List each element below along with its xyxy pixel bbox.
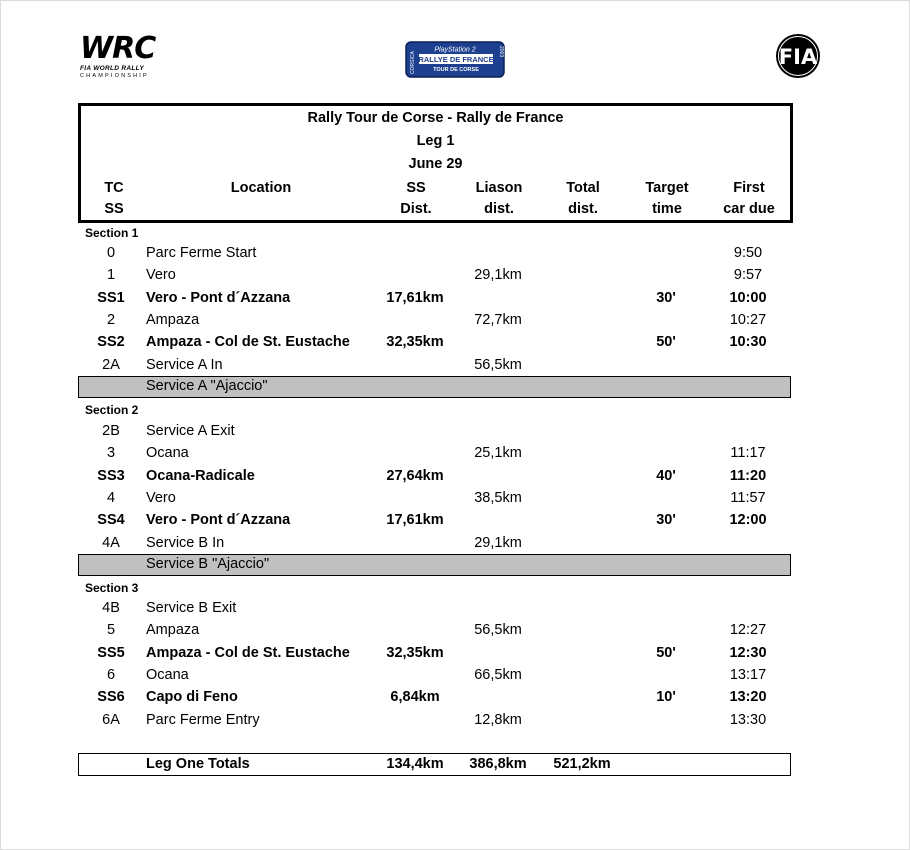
location-cell: Ocana (146, 666, 189, 683)
first-car-due-cell: 9:57 (733, 267, 763, 284)
first-car-due-cell: 12:27 (729, 622, 767, 639)
location-cell: Ampaza - Col de St. Eustache (146, 644, 350, 661)
schedule-row (78, 310, 792, 332)
location-cell: Service B Exit (146, 600, 237, 616)
schedule-row (78, 665, 792, 687)
location-cell: Service A Exit (146, 423, 235, 439)
target-time-cell: 50' (656, 334, 676, 351)
tc-cell: 4 (106, 489, 116, 506)
schedule-row (78, 421, 792, 443)
totals-label: Leg One Totals (146, 756, 250, 772)
col-header-ss: SS Dist. (400, 180, 432, 217)
ss-dist-cell: 27,64km (386, 467, 444, 484)
col-header-location: Location (230, 180, 292, 196)
service-label: Service B "Ajaccio" (146, 556, 270, 572)
location-cell: Parc Ferme Start (146, 245, 257, 261)
rally-logo-side: CORSICA (410, 51, 416, 74)
tc-cell: SS3 (97, 467, 125, 484)
tc-cell: 6 (106, 666, 116, 683)
location-cell: Vero - Pont d´Azzana (146, 512, 291, 529)
tc-cell: SS6 (97, 689, 125, 706)
location-cell: Ampaza (146, 311, 200, 328)
target-time-cell: 30' (656, 289, 676, 306)
target-time-cell: 40' (656, 467, 676, 484)
schedule-row (78, 620, 792, 642)
first-car-due-cell: 10:27 (729, 311, 767, 328)
col-header-liason: Liason dist. (475, 180, 523, 217)
location-cell: Vero (146, 489, 176, 506)
service-bar (78, 376, 791, 398)
liason-dist-cell: 29,1km (474, 267, 522, 284)
tc-cell: 3 (106, 445, 116, 462)
liason-dist-cell: 56,5km (474, 622, 522, 639)
schedule-row (78, 265, 792, 287)
schedule-row (78, 598, 792, 620)
liason-dist-cell: 12,8km (474, 711, 522, 728)
tc-cell: 2B (102, 423, 120, 439)
liason-dist-cell: 25,1km (474, 445, 522, 462)
wrc-logo (80, 31, 172, 80)
location-cell: Ocana-Radicale (146, 467, 255, 484)
col-header-tc: TC SS (104, 180, 124, 217)
header-box (78, 103, 793, 223)
wrc-subtitle-2: CHAMPIONSHIP (80, 73, 149, 79)
schedule-row (78, 243, 792, 265)
location-cell: Parc Ferme Entry (146, 711, 260, 728)
rally-logo-mid: RALLYE DE FRANCE (418, 55, 494, 64)
service-label: Service A "Ajaccio" (146, 378, 268, 394)
ss-dist-cell: 32,35km (386, 644, 444, 661)
liason-dist-cell: 66,5km (474, 666, 522, 683)
service-bar (78, 554, 791, 576)
ss-dist-cell: 17,61km (386, 512, 444, 529)
wrc-subtitle: FIA WORLD RALLY (80, 65, 145, 72)
location-cell: Vero (146, 267, 176, 284)
tc-cell: 4A (102, 534, 120, 551)
target-time-cell: 50' (656, 644, 676, 661)
first-car-due-cell: 13:17 (729, 666, 767, 683)
tc-cell: 5 (106, 622, 116, 639)
liason-dist-cell: 29,1km (474, 534, 522, 551)
first-car-due-cell: 11:17 (730, 445, 766, 462)
first-car-due-cell: 10:30 (729, 334, 767, 351)
ss-dist-cell: 17,61km (386, 289, 444, 306)
tc-cell: SS4 (97, 512, 125, 529)
schedule-row (78, 510, 792, 532)
event-title: Rally Tour de Corse - Rally de France (307, 110, 564, 126)
tc-cell: SS2 (97, 334, 125, 351)
liason-dist-cell: 38,5km (474, 489, 522, 506)
totals-row (78, 753, 791, 776)
schedule-row (78, 332, 792, 354)
ss-dist-cell: 32,35km (386, 334, 444, 351)
location-cell: Ampaza (146, 622, 200, 639)
first-car-due-cell: 10:00 (729, 289, 767, 306)
liason-dist-cell: 72,7km (474, 311, 522, 328)
schedule-row (78, 643, 792, 665)
target-time-cell: 10' (656, 689, 676, 706)
wrc-mark: WRC (80, 31, 156, 66)
fia-logo-text: FIA (778, 45, 818, 69)
first-car-due-cell: 13:30 (729, 711, 767, 728)
rally-logo-bottom: TOUR DE CORSE (433, 67, 479, 73)
totals-liason: 386,8km (469, 756, 527, 772)
leg-title: Leg 1 (416, 133, 455, 149)
target-time-cell: 30' (656, 512, 676, 529)
schedule-row (78, 488, 792, 510)
tc-cell: 2 (106, 311, 116, 328)
schedule-row (78, 466, 792, 488)
section-label: Section 1 (85, 226, 139, 240)
location-cell: Capo di Feno (146, 689, 238, 706)
col-header-total: Total dist. (566, 180, 600, 217)
tc-cell: 6A (102, 711, 120, 728)
schedule-row (78, 710, 792, 732)
first-car-due-cell: 13:20 (729, 689, 767, 706)
section-label: Section 2 (85, 403, 139, 417)
section-label: Section 3 (85, 581, 139, 595)
totals-total: 521,2km (553, 756, 611, 772)
tc-cell: 2A (102, 356, 120, 373)
rally-de-france-logo (405, 41, 505, 78)
date-title: June 29 (408, 156, 463, 172)
schedule-row (78, 288, 792, 310)
col-header-first: First car due (723, 180, 775, 217)
first-car-due-cell: 9:50 (733, 245, 763, 261)
col-header-target: Target time (645, 180, 689, 217)
totals-ss: 134,4km (386, 756, 444, 772)
schedule-row (78, 443, 792, 465)
location-cell: Service B In (146, 534, 225, 551)
schedule-row (78, 533, 792, 555)
tc-cell: 0 (106, 245, 116, 261)
first-car-due-cell: 11:57 (730, 489, 766, 506)
location-cell: Ocana (146, 445, 189, 462)
location-cell: Ampaza - Col de St. Eustache (146, 334, 350, 351)
tc-cell: SS5 (97, 644, 125, 661)
rally-logo-top: PlayStation 2 (434, 46, 476, 54)
location-cell: Vero - Pont d´Azzana (146, 289, 291, 306)
fia-logo (763, 33, 833, 79)
rally-logo-year: 2003 (498, 46, 504, 58)
schedule-row (78, 687, 792, 709)
tc-cell: 4B (102, 600, 120, 616)
ss-dist-cell: 6,84km (390, 689, 440, 706)
first-car-due-cell: 12:30 (729, 644, 767, 661)
first-car-due-cell: 11:20 (729, 467, 767, 484)
tc-cell: SS1 (97, 289, 125, 306)
liason-dist-cell: 56,5km (474, 356, 522, 373)
schedule-row (78, 355, 792, 377)
first-car-due-cell: 12:00 (729, 512, 767, 529)
tc-cell: 1 (106, 267, 116, 284)
location-cell: Service A In (146, 356, 223, 373)
